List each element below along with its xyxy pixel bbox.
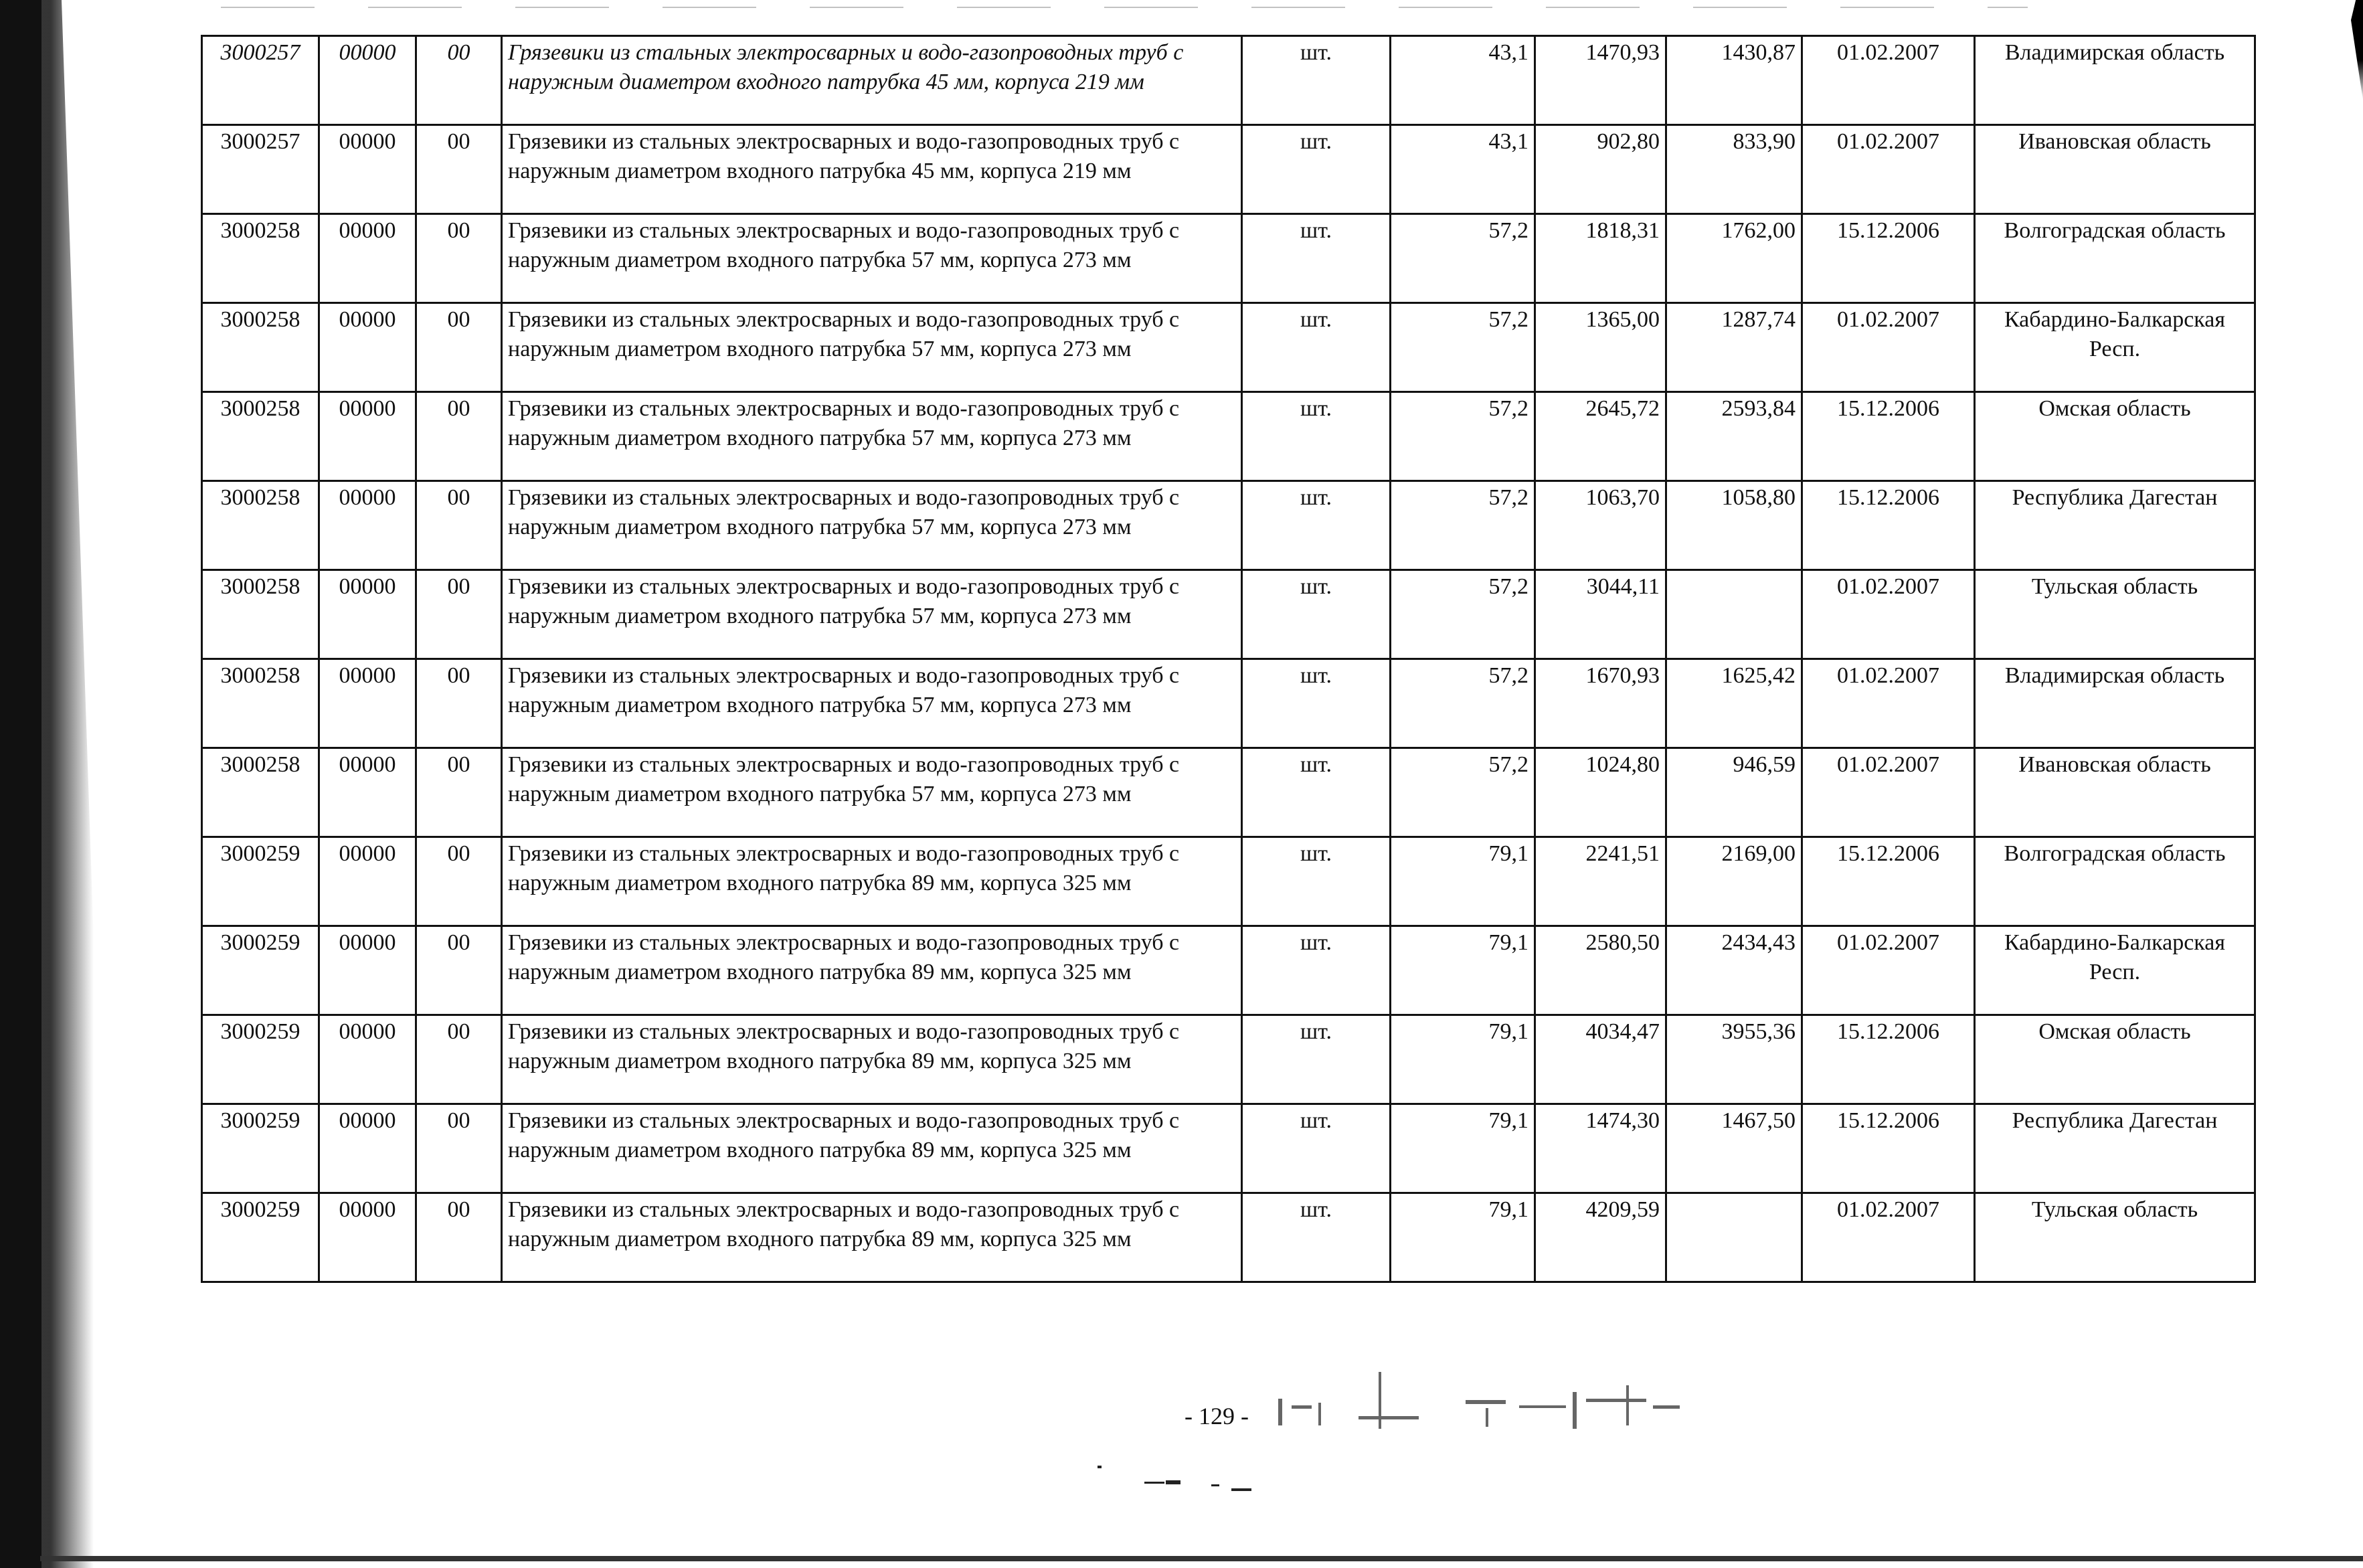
table-row	[202, 748, 2255, 837]
ext-code-cell: 00	[416, 303, 502, 392]
ext-code-cell: 00	[416, 125, 502, 214]
weight-cell: 79,1	[1391, 837, 1535, 926]
region-cell: Тульская область	[1975, 570, 2255, 659]
table-row	[202, 1104, 2255, 1193]
table-row	[202, 1193, 2255, 1282]
scan-dark-edge-left	[0, 0, 41, 1568]
unit-cell: шт.	[1242, 392, 1391, 481]
sub-code-cell: 00000	[319, 659, 416, 748]
page-number: - 129 -	[1185, 1403, 1249, 1429]
price-alt-cell: 2169,00	[1666, 837, 1802, 926]
item-code-cell: 3000259	[202, 837, 319, 926]
price-alt-cell: 833,90	[1666, 125, 1802, 214]
price-cell: 1670,93	[1535, 659, 1666, 748]
unit-cell: шт.	[1242, 214, 1391, 303]
ext-code-cell: 00	[416, 481, 502, 570]
unit-cell: шт.	[1242, 837, 1391, 926]
table-row	[202, 392, 2255, 481]
item-name-cell: Грязевики из стальных электросварных и водо-газопроводных труб с наружным диаметром входного патрубка 89 мм, корпуса 325 мм	[502, 1104, 1242, 1193]
table-row	[202, 125, 2255, 214]
price-alt-cell: 2593,84	[1666, 392, 1802, 481]
region-cell: Волгоградская область	[1975, 837, 2255, 926]
item-name-cell: Грязевики из стальных электросварных и водо-газопроводных труб с наружным диаметром входного патрубка 57 мм, корпуса 273 мм	[502, 748, 1242, 837]
item-name-cell: Грязевики из стальных электросварных и водо-газопроводных труб с наружным диаметром входного патрубка 57 мм, корпуса 273 мм	[502, 481, 1242, 570]
item-name-cell: Грязевики из стальных электросварных и водо-газопроводных труб с наружным диаметром входного патрубка 89 мм, корпуса 325 мм	[502, 837, 1242, 926]
sub-code-cell: 00000	[319, 125, 416, 214]
price-cell: 1818,31	[1535, 214, 1666, 303]
item-name-cell: Грязевики из стальных электросварных и водо-газопроводных труб с наружным диаметром входного патрубка 57 мм, корпуса 273 мм	[502, 303, 1242, 392]
item-name-cell: Грязевики из стальных электросварных и водо-газопроводных труб с наружным диаметром входного патрубка 45 мм, корпуса 219 мм	[502, 36, 1242, 125]
date-cell: 15.12.2006	[1802, 1104, 1975, 1193]
price-alt-cell: 1058,80	[1666, 481, 1802, 570]
ext-code-cell: 00	[416, 1015, 502, 1104]
ext-code-cell: 00	[416, 570, 502, 659]
price-cell: 2645,72	[1535, 392, 1666, 481]
price-alt-cell: 2434,43	[1666, 926, 1802, 1015]
table-row	[202, 659, 2255, 748]
ext-code-cell: 00	[416, 214, 502, 303]
price-alt-cell	[1666, 1193, 1802, 1282]
unit-cell: шт.	[1242, 481, 1391, 570]
unit-cell: шт.	[1242, 748, 1391, 837]
ext-code-cell: 00	[416, 1104, 502, 1193]
region-cell: Омская область	[1975, 1015, 2255, 1104]
weight-cell: 79,1	[1391, 926, 1535, 1015]
scan-bottom-edge	[40, 1556, 2363, 1561]
sub-code-cell: 00000	[319, 214, 416, 303]
sub-code-cell: 00000	[319, 392, 416, 481]
ext-code-cell: 00	[416, 36, 502, 125]
weight-cell: 57,2	[1391, 748, 1535, 837]
table-row	[202, 837, 2255, 926]
unit-cell: шт.	[1242, 570, 1391, 659]
price-cell: 1063,70	[1535, 481, 1666, 570]
table-row	[202, 926, 2255, 1015]
item-name-cell: Грязевики из стальных электросварных и водо-газопроводных труб с наружным диаметром входного патрубка 45 мм, корпуса 219 мм	[502, 125, 1242, 214]
date-cell: 01.02.2007	[1802, 1193, 1975, 1282]
item-code-cell: 3000258	[202, 570, 319, 659]
unit-cell: шт.	[1242, 36, 1391, 125]
price-cell: 4209,59	[1535, 1193, 1666, 1282]
date-cell: 01.02.2007	[1802, 125, 1975, 214]
ext-code-cell: 00	[416, 748, 502, 837]
item-code-cell: 3000259	[202, 1193, 319, 1282]
ext-code-cell: 00	[416, 392, 502, 481]
scan-shadow-wedge	[40, 0, 94, 1568]
weight-cell: 57,2	[1391, 481, 1535, 570]
sub-code-cell: 00000	[319, 1193, 416, 1282]
item-name-cell: Грязевики из стальных электросварных и водо-газопроводных труб с наружным диаметром входного патрубка 57 мм, корпуса 273 мм	[502, 570, 1242, 659]
sub-code-cell: 00000	[319, 570, 416, 659]
item-name-cell: Грязевики из стальных электросварных и водо-газопроводных труб с наружным диаметром входного патрубка 57 мм, корпуса 273 мм	[502, 214, 1242, 303]
price-alt-cell: 1762,00	[1666, 214, 1802, 303]
region-cell: Волгоградская область	[1975, 214, 2255, 303]
weight-cell: 57,2	[1391, 659, 1535, 748]
unit-cell: шт.	[1242, 1193, 1391, 1282]
region-cell: Владимирская область	[1975, 659, 2255, 748]
item-code-cell: 3000258	[202, 392, 319, 481]
weight-cell: 43,1	[1391, 125, 1535, 214]
sub-code-cell: 00000	[319, 837, 416, 926]
date-cell: 01.02.2007	[1802, 659, 1975, 748]
price-cell: 1024,80	[1535, 748, 1666, 837]
price-alt-cell: 1430,87	[1666, 36, 1802, 125]
price-cell: 1365,00	[1535, 303, 1666, 392]
weight-cell: 57,2	[1391, 570, 1535, 659]
item-name-cell: Грязевики из стальных электросварных и водо-газопроводных труб с наружным диаметром входного патрубка 57 мм, корпуса 273 мм	[502, 392, 1242, 481]
scan-corner-mark	[2351, 0, 2363, 100]
region-cell: Владимирская область	[1975, 36, 2255, 125]
ext-code-cell: 00	[416, 1193, 502, 1282]
price-cell: 2580,50	[1535, 926, 1666, 1015]
weight-cell: 57,2	[1391, 214, 1535, 303]
table-row	[202, 303, 2255, 392]
price-alt-cell: 1625,42	[1666, 659, 1802, 748]
item-name-cell: Грязевики из стальных электросварных и водо-газопроводных труб с наружным диаметром входного патрубка 89 мм, корпуса 325 мм	[502, 1015, 1242, 1104]
weight-cell: 57,2	[1391, 303, 1535, 392]
region-cell: Ивановская область	[1975, 125, 2255, 214]
date-cell: 01.02.2007	[1802, 926, 1975, 1015]
sub-code-cell: 00000	[319, 303, 416, 392]
weight-cell: 57,2	[1391, 392, 1535, 481]
price-cell: 4034,47	[1535, 1015, 1666, 1104]
price-cell: 1474,30	[1535, 1104, 1666, 1193]
weight-cell: 79,1	[1391, 1104, 1535, 1193]
item-code-cell: 3000259	[202, 926, 319, 1015]
price-cell: 3044,11	[1535, 570, 1666, 659]
date-cell: 15.12.2006	[1802, 481, 1975, 570]
price-cell: 902,80	[1535, 125, 1666, 214]
sub-code-cell: 00000	[319, 36, 416, 125]
table-row	[202, 570, 2255, 659]
sub-code-cell: 00000	[319, 481, 416, 570]
date-cell: 15.12.2006	[1802, 1015, 1975, 1104]
date-cell: 01.02.2007	[1802, 748, 1975, 837]
weight-cell: 43,1	[1391, 36, 1535, 125]
date-cell: 15.12.2006	[1802, 392, 1975, 481]
price-cell: 1470,93	[1535, 36, 1666, 125]
table-row	[202, 214, 2255, 303]
region-cell: Республика Дагестан	[1975, 481, 2255, 570]
item-code-cell: 3000258	[202, 481, 319, 570]
item-code-cell: 3000259	[202, 1104, 319, 1193]
table-row	[202, 481, 2255, 570]
region-cell: Кабардино-Балкарская Респ.	[1975, 303, 2255, 392]
price-alt-cell: 946,59	[1666, 748, 1802, 837]
region-cell: Республика Дагестан	[1975, 1104, 2255, 1193]
table-row	[202, 36, 2255, 125]
date-cell: 15.12.2006	[1802, 837, 1975, 926]
price-alt-cell: 3955,36	[1666, 1015, 1802, 1104]
item-code-cell: 3000258	[202, 748, 319, 837]
sub-code-cell: 00000	[319, 1015, 416, 1104]
unit-cell: шт.	[1242, 125, 1391, 214]
unit-cell: шт.	[1242, 1015, 1391, 1104]
table-body	[202, 36, 2255, 1282]
scan-specks	[1098, 1466, 1272, 1499]
ext-code-cell: 00	[416, 926, 502, 1015]
signature-stamp	[1265, 1359, 1693, 1432]
table-row	[202, 1015, 2255, 1104]
price-alt-cell: 1467,50	[1666, 1104, 1802, 1193]
sub-code-cell: 00000	[319, 748, 416, 837]
item-code-cell: 3000259	[202, 1015, 319, 1104]
item-name-cell: Грязевики из стальных электросварных и водо-газопроводных труб с наружным диаметром входного патрубка 57 мм, корпуса 273 мм	[502, 659, 1242, 748]
region-cell: Тульская область	[1975, 1193, 2255, 1282]
item-code-cell: 3000258	[202, 214, 319, 303]
region-cell: Кабардино-Балкарская Респ.	[1975, 926, 2255, 1015]
unit-cell: шт.	[1242, 926, 1391, 1015]
sub-code-cell: 00000	[319, 1104, 416, 1193]
date-cell: 01.02.2007	[1802, 570, 1975, 659]
date-cell: 01.02.2007	[1802, 303, 1975, 392]
date-cell: 01.02.2007	[1802, 36, 1975, 125]
price-alt-cell: 1287,74	[1666, 303, 1802, 392]
unit-cell: шт.	[1242, 303, 1391, 392]
date-cell: 15.12.2006	[1802, 214, 1975, 303]
price-cell: 2241,51	[1535, 837, 1666, 926]
ext-code-cell: 00	[416, 659, 502, 748]
sub-code-cell: 00000	[319, 926, 416, 1015]
region-cell: Ивановская область	[1975, 748, 2255, 837]
scan-top-line	[221, 7, 2028, 8]
item-code-cell: 3000258	[202, 659, 319, 748]
unit-cell: шт.	[1242, 659, 1391, 748]
region-cell: Омская область	[1975, 392, 2255, 481]
price-table	[201, 35, 2256, 1283]
price-alt-cell	[1666, 570, 1802, 659]
item-name-cell: Грязевики из стальных электросварных и водо-газопроводных труб с наружным диаметром входного патрубка 89 мм, корпуса 325 мм	[502, 926, 1242, 1015]
item-name-cell: Грязевики из стальных электросварных и водо-газопроводных труб с наружным диаметром входного патрубка 89 мм, корпуса 325 мм	[502, 1193, 1242, 1282]
item-code-cell: 3000257	[202, 36, 319, 125]
item-code-cell: 3000258	[202, 303, 319, 392]
weight-cell: 79,1	[1391, 1015, 1535, 1104]
weight-cell: 79,1	[1391, 1193, 1535, 1282]
unit-cell: шт.	[1242, 1104, 1391, 1193]
ext-code-cell: 00	[416, 837, 502, 926]
item-code-cell: 3000257	[202, 125, 319, 214]
